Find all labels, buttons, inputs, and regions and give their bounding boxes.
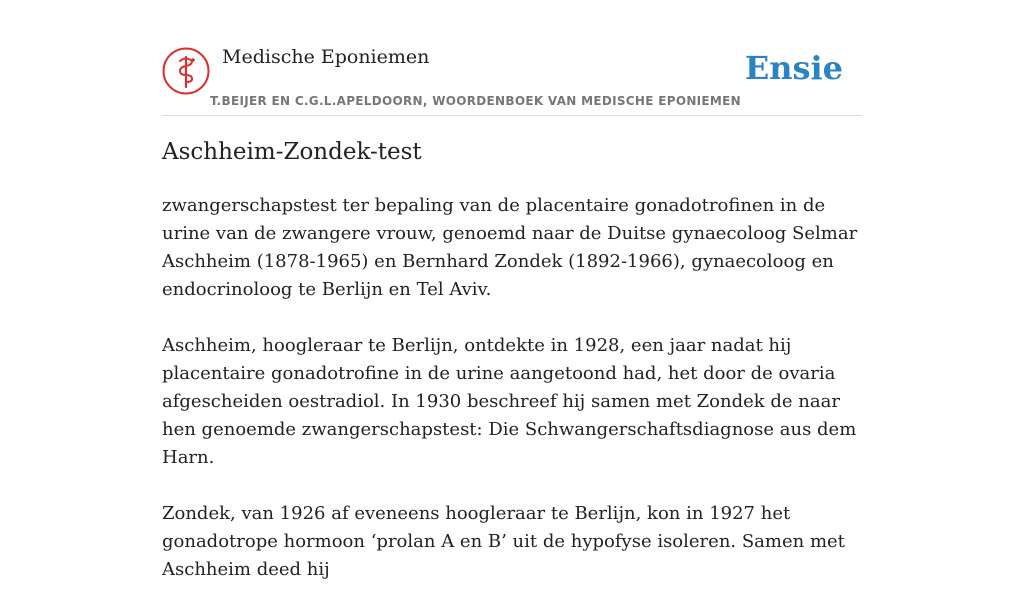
entry-paragraph: Zondek, van 1926 af eveneens hoogleraar te Berlijn, kon in 1927 het gonadotrope hormoon ‘prolan A en B’ uit de hypofyse isoleren. Samen met Aschheim deed hij xyxy=(162,503,845,580)
source-subtitle: T.BEIJER EN C.G.L.APELDOORN, WOORDENBOEK VAN MEDISCHE EPONIEMEN xyxy=(210,94,742,108)
source-logo[interactable] xyxy=(162,47,210,95)
entry-paragraph: zwangerschapstest ter bepaling van de placentaire gonadotrofinen in de urine van de zwangere vrouw, genoemd naar de Duitse gynaecoloog Selmar Aschheim (1878-1965) en Bernhard Zondek (1892-1966), gynaecoloog en endocrinoloog te Berlijn en Tel Aviv. xyxy=(162,195,858,300)
staff-of-asclepius-icon xyxy=(162,47,210,95)
entry-body xyxy=(162,192,872,612)
entry-paragraph: Aschheim, hoogleraar te Berlijn, ontdekte in 1928, een jaar nadat hij placentaire gonadotrofine in de urine aangetoond had, het door de ovaria afgescheiden oestradiol. In 1930 beschreef hij samen met Zondek de naar hen genoemde zwangerschapstest: Die Schwangerschaftsdiagnose aus dem Harn. xyxy=(162,335,857,468)
ensie-brand-logo[interactable]: Ensie xyxy=(744,49,843,87)
header xyxy=(162,45,862,116)
page-title: Aschheim-Zondek-test xyxy=(162,139,422,165)
source-title[interactable]: Medische Eponiemen xyxy=(222,46,430,68)
